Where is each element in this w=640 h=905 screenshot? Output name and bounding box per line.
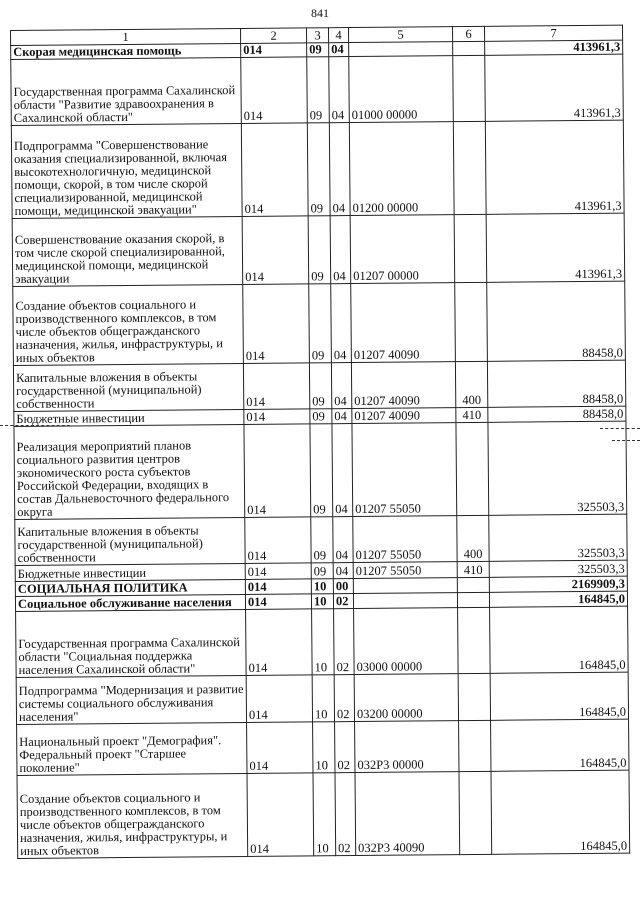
table-row xyxy=(14,421,627,519)
cell-c5: 01207 55050 xyxy=(352,423,457,517)
cell-c4: 04 xyxy=(331,284,352,363)
cell-c7: 325503,3 xyxy=(488,421,627,515)
cell-c5: 032P3 40090 xyxy=(355,772,460,856)
cell-c5: 01207 40090 xyxy=(351,362,455,409)
cell-c6: 400 xyxy=(455,361,487,407)
table-row xyxy=(11,54,624,125)
cell-c4: 00 xyxy=(333,579,353,594)
cell-c6 xyxy=(454,214,487,282)
row-label: Создание объектов социального и производственного комплексов, в том числе объектов общегражданского назначения, жилья, инфраструктуры, и иных объектов xyxy=(13,284,244,365)
cell-c3: 10 xyxy=(313,722,335,773)
cell-c2: 014 xyxy=(246,609,313,676)
cell-c4: 04 xyxy=(333,563,353,579)
cell-c3: 09 xyxy=(310,409,332,424)
cell-c3: 09 xyxy=(309,363,331,409)
cell-c3: 09 xyxy=(310,424,333,517)
cell-c3: 09 xyxy=(307,123,330,216)
table-row xyxy=(15,514,627,565)
cell-c7: 164845,0 xyxy=(489,591,627,607)
cell-c2: 014 xyxy=(242,216,309,285)
cell-c3: 10 xyxy=(312,609,335,675)
cell-c7: 164845,0 xyxy=(491,770,630,854)
cell-c4: 04 xyxy=(330,216,351,284)
cell-c5: 01207 55050 xyxy=(353,562,457,579)
cut-line-right xyxy=(600,428,640,429)
cell-c7: 88458,0 xyxy=(487,360,625,407)
table-row xyxy=(13,281,626,365)
cell-c4: 02 xyxy=(334,675,354,722)
budget-table-wrapper xyxy=(10,25,629,859)
cell-c3: 09 xyxy=(307,57,330,123)
cell-c7: 413961,3 xyxy=(485,40,623,55)
cell-c4: 02 xyxy=(335,722,355,773)
column-header: 3 xyxy=(306,28,328,43)
cell-c5: 01207 00000 xyxy=(350,215,455,284)
cell-c4: 04 xyxy=(332,424,353,517)
cell-c6 xyxy=(453,55,486,121)
cell-c4: 04 xyxy=(329,57,350,123)
cell-c3: 10 xyxy=(312,675,334,722)
cell-c6 xyxy=(457,592,489,607)
cell-c3: 09 xyxy=(311,563,333,579)
cell-c6: 410 xyxy=(457,561,489,577)
row-label: Подпрограмма "Модернизация и развитие системы социального обслуживания населения" xyxy=(16,675,246,724)
row-label: Скорая медицинская помощь xyxy=(11,43,241,59)
cell-c6: 400 xyxy=(457,515,489,561)
cell-c6 xyxy=(457,577,489,592)
table-row xyxy=(16,606,629,677)
row-label: Создание объектов социального и производственного комплексов, в том числе объектов общегражданского назначения, жилья, инфраструктуры, и иных объектов xyxy=(17,773,248,858)
cell-c3: 10 xyxy=(313,773,336,856)
cell-c6: 410 xyxy=(456,407,488,422)
cell-c2: 014 xyxy=(246,675,312,723)
cell-c5 xyxy=(353,578,457,594)
row-label: Совершенствование оказания скорой, в том числе скорой специализированной, медицинской помощи, медицинской эвакуации xyxy=(12,216,243,286)
cell-c7: 413961,3 xyxy=(486,213,625,282)
cell-c3: 09 xyxy=(309,284,332,363)
cell-c7: 164845,0 xyxy=(491,719,629,771)
column-header: 6 xyxy=(452,26,484,41)
cell-c6 xyxy=(453,41,485,55)
cell-c5: 01200 00000 xyxy=(349,122,454,216)
row-label: Государственная программа Сахалинской области "Развитие здравоохранения в Сахалинской области" xyxy=(11,57,242,125)
cell-c6 xyxy=(456,422,489,515)
cell-c5: 01000 00000 xyxy=(349,56,454,123)
table-row xyxy=(17,719,629,775)
cell-c7: 413961,3 xyxy=(485,120,624,214)
cut-line-left xyxy=(0,425,70,426)
cell-c4: 04 xyxy=(332,409,352,424)
table-row xyxy=(12,213,625,286)
cell-c7: 325503,3 xyxy=(489,514,627,561)
cell-c7: 164845,0 xyxy=(490,672,628,720)
column-header: 1 xyxy=(11,28,241,45)
cell-c5: 03200 00000 xyxy=(354,674,458,722)
row-label: Бюджетные инвестиции xyxy=(14,409,244,426)
cell-c4: 04 xyxy=(329,43,349,57)
cell-c2: 014 xyxy=(245,594,311,610)
cell-c3: 10 xyxy=(311,594,333,609)
cell-c7: 325503,3 xyxy=(489,560,627,577)
cell-c5: 01207 40090 xyxy=(352,408,456,424)
cell-c7: 2169909,3 xyxy=(489,576,627,592)
cell-c2: 014 xyxy=(245,563,311,580)
table-row xyxy=(11,120,624,218)
row-label: Национальный проект "Демография". Федеральный проект "Старшее поколение" xyxy=(17,722,247,775)
cell-c4: 04 xyxy=(333,517,353,563)
page-number: 841 xyxy=(311,6,329,20)
cell-c6 xyxy=(459,771,492,854)
row-label: Реализация мероприятий планов социального развития центров экономического роста субъектов Российской Федерации, входящих в состав Дальневосточного федерального округа xyxy=(14,424,245,519)
cell-c2: 014 xyxy=(241,43,307,58)
row-label: Подпрограмма "Совершенствование оказания специализированной, включая высокотехнологичную, медицинской помощи, скорой, в том числе скорой специализированной, медицинской помощи, медицинской эвакуации" xyxy=(11,123,242,218)
column-header: 5 xyxy=(348,27,452,43)
column-header: 4 xyxy=(328,28,348,43)
cell-c3: 09 xyxy=(307,43,329,57)
cell-c6 xyxy=(455,282,488,361)
cell-c2: 014 xyxy=(243,363,309,410)
cell-c5 xyxy=(349,42,453,57)
cell-c2: 014 xyxy=(241,123,308,217)
cell-c2: 014 xyxy=(243,284,310,364)
cell-c5: 01207 40090 xyxy=(351,283,456,363)
cell-c2: 014 xyxy=(247,773,314,857)
budget-table xyxy=(10,25,630,859)
cut-line-right-lower xyxy=(612,440,640,441)
cell-c7: 88458,0 xyxy=(487,281,626,361)
cell-c6 xyxy=(459,720,491,771)
cell-c2: 014 xyxy=(244,424,311,518)
cell-c6 xyxy=(458,673,490,720)
cell-c5 xyxy=(353,593,457,609)
row-label: СОЦИАЛЬНАЯ ПОЛИТИКА xyxy=(15,579,245,596)
cell-c4: 04 xyxy=(329,123,350,216)
cell-c3: 09 xyxy=(311,517,333,563)
cell-c6 xyxy=(453,121,486,214)
cell-c6 xyxy=(458,607,491,673)
cell-c2: 014 xyxy=(241,57,308,124)
table-body xyxy=(11,40,630,858)
cell-c5: 032P3 00000 xyxy=(355,721,459,773)
cell-c2: 014 xyxy=(245,517,311,564)
cell-c4: 04 xyxy=(331,363,351,409)
cell-c7: 413961,3 xyxy=(485,54,624,121)
row-label: Государственная программа Сахалинской области "Социальная поддержка населения Сахалинской области" xyxy=(16,609,247,677)
cell-c3: 10 xyxy=(311,579,333,594)
column-header: 7 xyxy=(484,25,622,41)
table-row xyxy=(16,672,628,724)
row-label: Бюджетные инвестиции xyxy=(15,563,245,581)
row-label: Капитальные вложения в объекты государственной (муниципальной) собственности xyxy=(13,363,243,411)
cell-c7: 164845,0 xyxy=(490,606,629,673)
cell-c3: 09 xyxy=(308,216,331,284)
cell-c2: 014 xyxy=(244,409,310,425)
table-row xyxy=(13,360,625,411)
cell-c2: 014 xyxy=(247,722,313,774)
cell-c7: 88458,0 xyxy=(488,406,626,422)
column-header: 2 xyxy=(240,28,306,44)
cell-c2: 014 xyxy=(245,579,311,595)
row-label: Капитальные вложения в объекты государственной (муниципальной) собственности xyxy=(15,517,245,565)
cell-c5: 03000 00000 xyxy=(354,608,459,675)
cell-c5: 01207 55050 xyxy=(353,516,457,563)
table-row xyxy=(17,770,630,858)
cell-c4: 02 xyxy=(334,609,355,675)
cell-c4: 02 xyxy=(333,594,353,609)
cell-c4: 02 xyxy=(335,773,356,856)
row-label: Социальное обслуживание населения xyxy=(15,594,245,611)
